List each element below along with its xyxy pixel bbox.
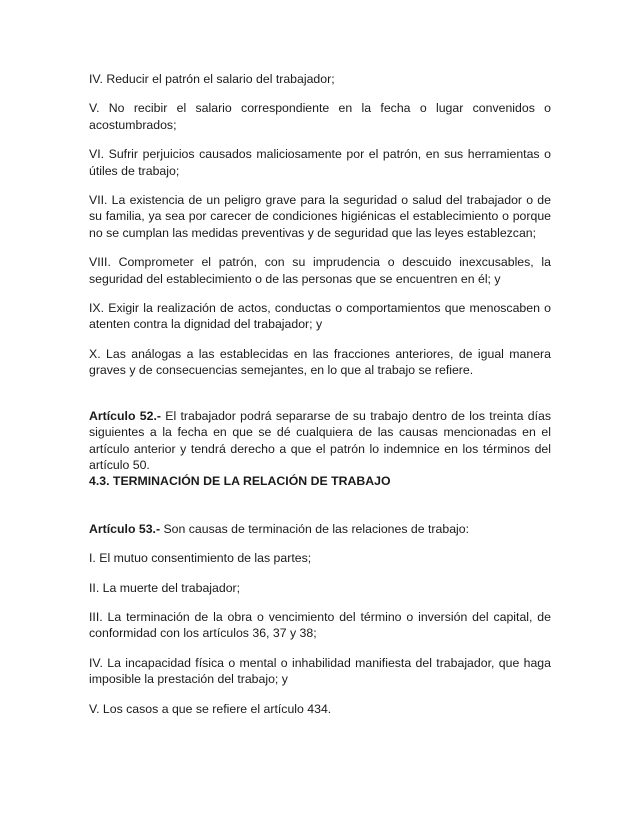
causa-iv: IV. La incapacidad física o mental o inhabilidad manifiesta del trabajador, que haga imposible la prestación del trabajo; y <box>89 655 551 687</box>
fraccion-x: X. Las análogas a las establecidas en las fracciones anteriores, de igual manera graves y de consecuencias semejantes, en lo que al trabajo se refiere. <box>89 346 551 378</box>
fraccion-ix: IX. Exigir la realización de actos, conductas o comportamientos que menoscaben o atenten contra la dignidad del trabajador; y <box>89 301 551 332</box>
causa-v: V. Los casos a que se refiere el artículo 434. <box>89 701 332 716</box>
document-body <box>89 71 551 717</box>
articulo-52-text: El trabajador podrá separarse de su trabajo dentro de los treinta días siguientes a la fecha en que se dé cualquiera de las causas mencionadas en el artículo anterior y tendrá derecho a que el patrón lo indemnice en los términos del artículo 50. <box>89 408 551 472</box>
articulo-53-label: Artículo 53.- <box>89 521 161 536</box>
causa-iii: III. La terminación de la obra o vencimiento del término o inversión del capital, de conformidad con los artículos 36, 37 y 38; <box>89 609 551 641</box>
articulo-52 <box>89 408 551 474</box>
causa-i: I. El mutuo consentimiento de las partes; <box>89 551 312 566</box>
fraccion-iv: IV. Reducir el patrón el salario del trabajador; <box>89 72 335 86</box>
fraccion-vi: VI. Sufrir perjuicios causados maliciosamente por el patrón, en sus herramientas o útiles de trabajo; <box>89 147 551 178</box>
fraccion-viii: VIII. Comprometer el patrón, con su imprudencia o descuido inexcusables, la seguridad del establecimiento o de las personas que se encuentren en él; y <box>89 255 551 286</box>
articulo-52-label: Artículo 52.- <box>89 408 161 423</box>
fraccion-vii: VII. La existencia de un peligro grave para la seguridad o salud del trabajador o de su familia, ya sea por carecer de condiciones higiénicas el establecimiento o porque no se cumplan las medidas preventivas y de seguridad que las leyes establezcan; <box>89 193 551 240</box>
fraccion-v: V. No recibir el salario correspondiente en la fecha o lugar convenidos o acostumbrados; <box>89 101 551 132</box>
articulo-53 <box>89 521 551 537</box>
section-heading: 4.3. TERMINACIÓN DE LA RELACIÓN DE TRABAJO <box>89 474 391 489</box>
causa-ii: II. La muerte del trabajador; <box>89 580 241 595</box>
articulo-53-text: Son causas de terminación de las relaciones de trabajo: <box>160 521 470 536</box>
